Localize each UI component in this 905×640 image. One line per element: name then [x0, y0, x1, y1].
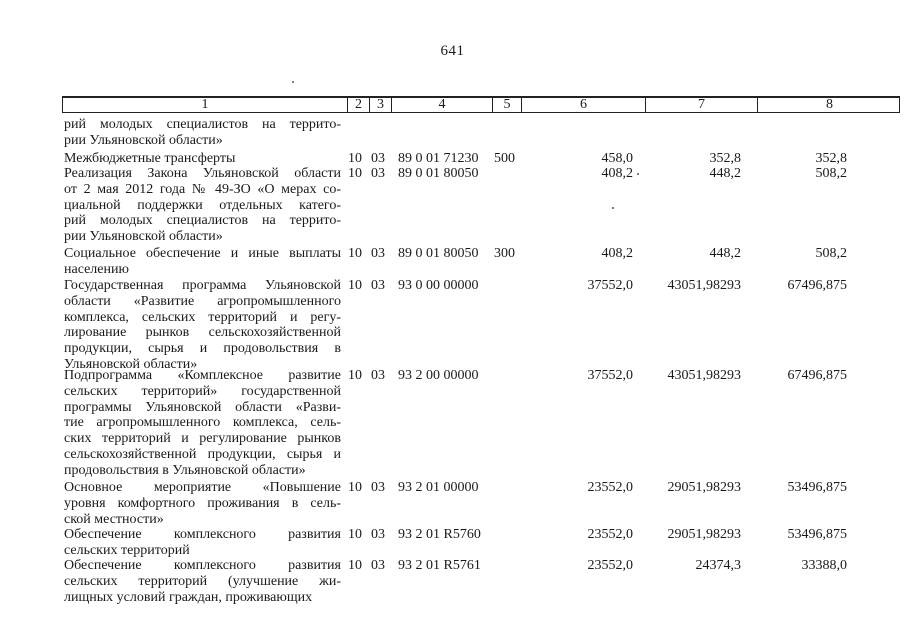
cell-c6: 23552,0: [587, 558, 633, 573]
description-line: сельскохозяйственной продукции, сырья и: [64, 446, 341, 462]
cell-c7: 43051,98293: [667, 278, 741, 293]
header-col-7: 7: [645, 98, 757, 112]
description-line: области «Развитие агропромышленного: [64, 293, 341, 309]
cell-c7: 24374,3: [695, 558, 741, 573]
cell-c7: 29051,98293: [667, 527, 741, 542]
row-description: [64, 278, 341, 373]
cell-c2: 10: [348, 166, 362, 181]
cell-c6: 37552,0: [587, 368, 633, 383]
description-line: сельских территорий (улучшение жи-: [64, 573, 341, 589]
cell-c3: 03: [371, 558, 385, 573]
scan-speck: [612, 207, 614, 209]
cell-c3: 03: [371, 278, 385, 293]
row-description: [64, 368, 341, 479]
cell-c2: 10: [348, 368, 362, 383]
cell-c8: 67496,875: [787, 368, 847, 383]
description-line: лирование рынков сельскохозяйственной: [64, 325, 341, 341]
row-description: [64, 166, 341, 245]
cell-c2: 10: [348, 246, 362, 261]
description-line: тие агропромышленного комплекса, сель-: [64, 415, 341, 431]
description-line: циальной поддержки отдельных катего-: [64, 197, 341, 213]
cell-c3: 03: [371, 166, 385, 181]
cell-c7: 352,8: [709, 151, 741, 166]
cell-c3: 03: [371, 151, 385, 166]
description-line: лищных условий граждан, проживающих: [64, 589, 313, 605]
cell-c2: 10: [348, 480, 362, 495]
header-col-2: 2: [347, 98, 369, 112]
description-line: ской местности»: [64, 511, 164, 527]
cell-c4: 93 0 00 00000: [398, 278, 479, 293]
cell-c7: 29051,98293: [667, 480, 741, 495]
description-line: рии Ульяновской области»: [64, 229, 223, 245]
cell-c4: 89 0 01 80050: [398, 246, 479, 261]
description-line: Ульяновской области»: [64, 356, 198, 372]
cell-c4: 93 2 01 00000: [398, 480, 479, 495]
row-description: [64, 246, 341, 278]
row-description: [64, 558, 341, 605]
table-header: [62, 96, 900, 113]
cell-c5: 300: [494, 246, 515, 261]
cell-c2: 10: [348, 278, 362, 293]
description-line: населению: [64, 261, 129, 277]
scan-speck: [292, 81, 294, 83]
cell-c5: 500: [494, 151, 515, 166]
cell-c6: 408,2: [601, 246, 633, 261]
description-line: продукции, сырья и продовольствия в: [64, 341, 341, 357]
header-col-8: 8: [757, 98, 901, 112]
description-line: Основное мероприятие «Повышение: [64, 480, 341, 495]
cell-c8: 508,2: [815, 166, 847, 181]
cell-c8: 67496,875: [787, 278, 847, 293]
cell-c7: 448,2: [709, 246, 741, 261]
cell-c3: 03: [371, 368, 385, 383]
cell-c3: 03: [371, 246, 385, 261]
description-line: сельских территорий: [64, 542, 190, 558]
description-line: продовольствия в Ульяновской области»: [64, 462, 306, 478]
scan-speck: [637, 173, 639, 175]
header-col-1: 1: [201, 97, 209, 112]
description-line: Государственная программа Ульяновской: [64, 278, 341, 293]
header-col-3: 3: [369, 98, 391, 112]
cell-c8: 508,2: [815, 246, 847, 261]
page-number: 641: [440, 43, 465, 59]
row-description: [64, 151, 341, 167]
description-line: рии Ульяновской области»: [64, 132, 223, 148]
cell-c4: 93 2 01 R5761: [398, 558, 481, 573]
cell-c3: 03: [371, 480, 385, 495]
cell-c4: 93 2 01 R5760: [398, 527, 481, 542]
cell-c6: 23552,0: [587, 480, 633, 495]
cell-c4: 89 0 01 80050: [398, 166, 479, 181]
description-line: Обеспечение комплексного развития: [64, 558, 341, 573]
cell-c7: 43051,98293: [667, 368, 741, 383]
description-line: комплекса, сельских территорий и регу-: [64, 309, 341, 325]
description-line: от 2 мая 2012 года № 49-ЗО «О мерах со-: [64, 181, 341, 197]
cell-c2: 10: [348, 151, 362, 166]
cell-c2: 10: [348, 558, 362, 573]
cell-c4: 93 2 00 00000: [398, 368, 479, 383]
cell-c6: 408,2: [601, 166, 633, 181]
cell-c8: 53496,875: [787, 527, 847, 542]
cell-c7: 448,2: [709, 166, 741, 181]
cell-c6: 458,0: [601, 151, 633, 166]
cell-c6: 23552,0: [587, 527, 633, 542]
cell-c2: 10: [348, 527, 362, 542]
description-line: рий молодых специалистов на террито-: [64, 213, 341, 229]
description-line: программы Ульяновской области «Разви-: [64, 399, 341, 415]
cell-c4: 89 0 01 71230: [398, 151, 479, 166]
description-line: рий молодых специалистов на террито-: [64, 117, 341, 132]
row-description: [64, 480, 341, 527]
description-line: Межбюджетные трансферты: [64, 151, 236, 166]
cell-c6: 37552,0: [587, 278, 633, 293]
description-line: Подпрограмма «Комплексное развитие: [64, 368, 341, 383]
cell-c8: 33388,0: [801, 558, 847, 573]
cell-c8: 53496,875: [787, 480, 847, 495]
description-line: уровня комфортного проживания в сель-: [64, 495, 341, 511]
description-line: Реализация Закона Ульяновской области: [64, 166, 341, 181]
header-col-4: 4: [391, 98, 492, 112]
row-description: [64, 527, 341, 559]
description-line: сельских территорий» государственной: [64, 383, 341, 399]
header-col-6: 6: [521, 98, 645, 112]
row-description: [64, 117, 341, 149]
description-line: ских территорий и регулирование рынков: [64, 431, 341, 447]
cell-c3: 03: [371, 527, 385, 542]
header-col-5: 5: [492, 98, 521, 112]
description-line: Обеспечение комплексного развития: [64, 527, 341, 542]
cell-c8: 352,8: [815, 151, 847, 166]
description-line: Социальное обеспечение и иные выплаты: [64, 246, 341, 261]
